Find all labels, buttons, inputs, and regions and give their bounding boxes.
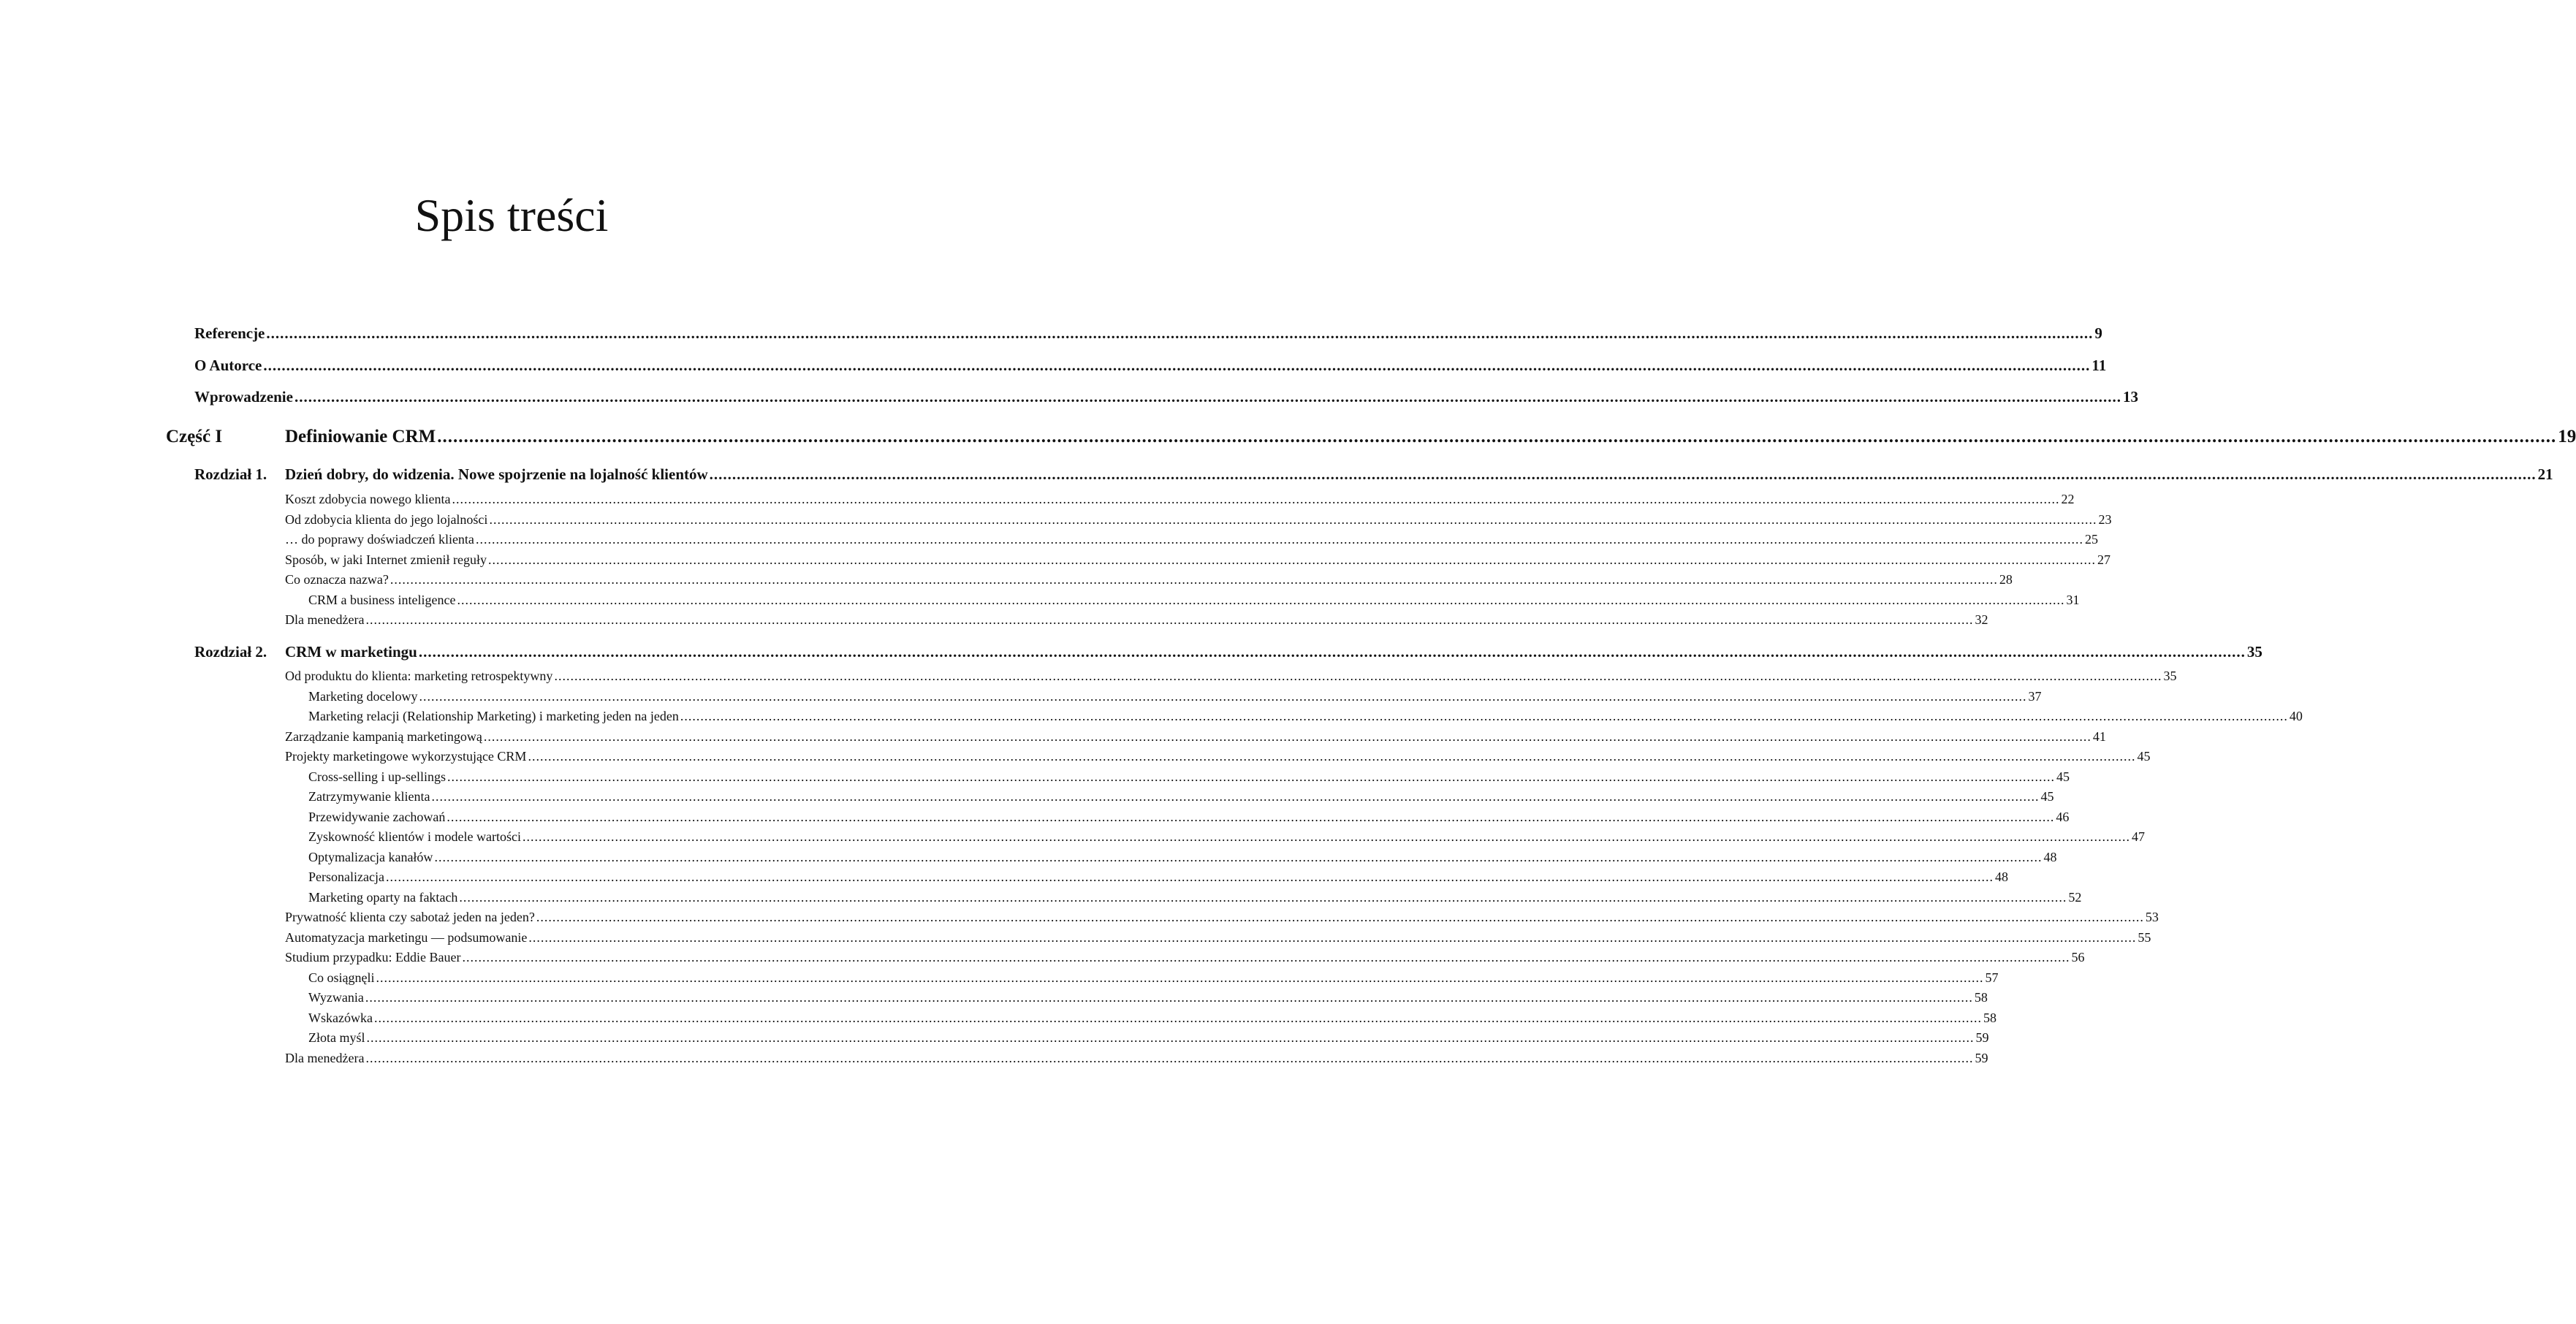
section-entry-page-number: 31: [2066, 593, 2080, 607]
dot-leader: ................................................................................................................................................................................................................................................................................................................................................................................................................: [390, 572, 1998, 587]
section-entry[interactable]: [285, 950, 2085, 965]
dot-leader: ................................................................................................................................................................................................................................................................................................................................................................................................................: [536, 910, 2144, 924]
section-entry-page-number: 58: [1974, 990, 1988, 1005]
front-matter-entry-title: O Autorce: [194, 357, 262, 374]
section-entry-title: Dla menedżera: [285, 612, 365, 627]
section-entry[interactable]: [308, 709, 2303, 724]
chapter-entry-title: Dzień dobry, do widzenia. Nowe spojrzenie na lojalność klientów: [285, 465, 708, 483]
section-entry-title: Zatrzymywanie klienta: [308, 789, 430, 804]
dot-leader: ................................................................................................................................................................................................................................................................................................................................................................................................................: [554, 669, 2162, 683]
section-entry[interactable]: [308, 890, 2082, 905]
dot-leader: ................................................................................................................................................................................................................................................................................................................................................................................................................: [366, 1030, 1975, 1045]
section-entry[interactable]: [285, 612, 1988, 628]
dot-leader: ................................................................................................................................................................................................................................................................................................................................................................................................................: [365, 1051, 1974, 1065]
section-entry[interactable]: [285, 512, 2112, 528]
section-entry-title: Dla menedżera: [285, 1051, 365, 1065]
front-matter-entry-page-number: 11: [2091, 357, 2107, 374]
dot-leader: ................................................................................................................................................................................................................................................................................................................................................................................................................: [459, 890, 2067, 905]
section-entry-title: Projekty marketingowe wykorzystujące CRM: [285, 749, 527, 764]
front-matter-entry[interactable]: [194, 357, 2107, 375]
section-entry[interactable]: [285, 910, 2159, 925]
section-entry-page-number: 46: [2056, 810, 2070, 824]
section-entry-page-number: 25: [2084, 532, 2098, 547]
chapter-number: Rozdział 2.: [194, 643, 267, 661]
section-entry-title: Zarządzanie kampanią marketingową: [285, 729, 482, 744]
chapter-entry-page-number: 35: [2246, 643, 2262, 661]
section-entry-page-number: 59: [1975, 1030, 1989, 1045]
dot-leader: ................................................................................................................................................................................................................................................................................................................................................................................................................: [489, 512, 2097, 527]
section-entry[interactable]: [308, 810, 2070, 825]
dot-leader: ................................................................................................................................................................................................................................................................................................................................................................................................................: [487, 552, 2096, 567]
section-entry-page-number: 41: [2092, 729, 2106, 744]
dot-leader: ................................................................................................................................................................................................................................................................................................................................................................................................................: [462, 950, 2070, 965]
section-entry-page-number: 52: [2068, 890, 2082, 905]
section-entry-page-number: 23: [2098, 512, 2112, 527]
section-entry[interactable]: [285, 749, 2151, 764]
section-entry-page-number: 35: [2163, 669, 2177, 683]
section-entry-title: Złota myśl: [308, 1030, 365, 1045]
dot-leader: ................................................................................................................................................................................................................................................................................................................................................................................................................: [418, 643, 2246, 661]
section-entry-title: Marketing relacji (Relationship Marketing) i marketing jeden na jeden: [308, 709, 679, 723]
section-entry-page-number: 56: [2071, 950, 2085, 965]
section-entry-title: Zyskowność klientów i modele wartości: [308, 829, 521, 844]
section-entry-title: Studium przypadku: Eddie Bauer: [285, 950, 461, 965]
chapter-entry[interactable]: [285, 643, 2262, 661]
section-entry[interactable]: [285, 552, 2110, 568]
section-entry-title: Koszt zdobycia nowego klienta: [285, 492, 451, 506]
section-entry-page-number: 27: [2097, 552, 2110, 567]
dot-leader: ................................................................................................................................................................................................................................................................................................................................................................................................................: [528, 749, 2136, 764]
dot-leader: ................................................................................................................................................................................................................................................................................................................................................................................................................: [483, 729, 2091, 744]
section-entry-title: Marketing oparty na faktach: [308, 890, 458, 905]
section-entry-page-number: 48: [1994, 870, 2008, 884]
section-entry[interactable]: [308, 689, 2042, 704]
part-entry-page-number: 19: [2558, 427, 2576, 446]
section-entry-title: Personalizacja: [308, 870, 384, 884]
front-matter-entry[interactable]: [194, 324, 2102, 343]
section-entry-page-number: 55: [2138, 930, 2151, 945]
dot-leader: ................................................................................................................................................................................................................................................................................................................................................................................................................: [431, 789, 2040, 804]
section-entry-page-number: 37: [2028, 689, 2042, 704]
section-entry-page-number: 28: [1999, 572, 2013, 587]
front-matter-entry-page-number: 13: [2122, 388, 2138, 406]
dot-leader: ................................................................................................................................................................................................................................................................................................................................................................................................................: [373, 1011, 1982, 1025]
dot-leader: ................................................................................................................................................................................................................................................................................................................................................................................................................: [447, 769, 2055, 784]
dot-leader: ................................................................................................................................................................................................................................................................................................................................................................................................................: [522, 829, 2130, 844]
section-entry[interactable]: [308, 829, 2145, 845]
section-entry-page-number: 58: [1983, 1011, 1996, 1025]
section-entry-page-number: 22: [2061, 492, 2075, 506]
section-entry-title: … do poprawy doświadczeń klienta: [285, 532, 474, 547]
dot-leader: ................................................................................................................................................................................................................................................................................................................................................................................................................: [263, 357, 2091, 374]
section-entry-page-number: 57: [1985, 970, 1999, 985]
section-entry[interactable]: [285, 930, 2151, 946]
section-entry[interactable]: [285, 492, 2075, 507]
section-entry-title: Optymalizacja kanałów: [308, 850, 433, 864]
section-entry-title: Co osiągnęli: [308, 970, 375, 985]
section-entry[interactable]: [308, 593, 2080, 608]
section-entry-title: Od produktu do klienta: marketing retrospektywny: [285, 669, 553, 683]
section-entry-page-number: 32: [1975, 612, 1988, 627]
section-entry-title: CRM a business inteligence: [308, 593, 456, 607]
section-entry-title: Prywatność klienta czy sabotaż jeden na jeden?: [285, 910, 535, 924]
part-entry-title: Definiowanie CRM: [285, 427, 436, 446]
section-entry[interactable]: [285, 729, 2106, 745]
section-entry-title: Przewidywanie zachowań: [308, 810, 446, 824]
section-entry[interactable]: [285, 669, 2177, 684]
section-entry[interactable]: [308, 990, 1988, 1005]
section-entry-title: Wskazówka: [308, 1011, 373, 1025]
dot-leader: ................................................................................................................................................................................................................................................................................................................................................................................................................: [709, 465, 2537, 483]
dot-leader: ................................................................................................................................................................................................................................................................................................................................................................................................................: [680, 709, 2288, 723]
section-entry-title: Sposób, w jaki Internet zmienił reguły: [285, 552, 487, 567]
dot-leader: ................................................................................................................................................................................................................................................................................................................................................................................................................: [376, 970, 1984, 985]
section-entry[interactable]: [285, 572, 2013, 587]
front-matter-entry-page-number: 9: [2094, 324, 2102, 342]
dot-leader: ................................................................................................................................................................................................................................................................................................................................................................................................................: [452, 492, 2060, 506]
dot-leader: ................................................................................................................................................................................................................................................................................................................................................................................................................: [447, 810, 2055, 824]
section-entry-title: Co oznacza nazwa?: [285, 572, 389, 587]
section-entry-title: Cross-selling i up-sellings: [308, 769, 446, 784]
dot-leader: ................................................................................................................................................................................................................................................................................................................................................................................................................: [434, 850, 2043, 864]
page-title: Spis treści: [414, 189, 609, 241]
section-entry[interactable]: [308, 769, 2070, 785]
part-number: Część I: [166, 427, 223, 446]
section-entry-page-number: 47: [2131, 829, 2145, 844]
section-entry[interactable]: [308, 1011, 1996, 1026]
part-entry[interactable]: [285, 427, 2576, 447]
dot-leader: ................................................................................................................................................................................................................................................................................................................................................................................................................: [294, 388, 2121, 406]
dot-leader: ................................................................................................................................................................................................................................................................................................................................................................................................................: [365, 612, 1974, 627]
dot-leader: ................................................................................................................................................................................................................................................................................................................................................................................................................: [266, 324, 2094, 342]
section-entry-page-number: 45: [2040, 789, 2054, 804]
section-entry[interactable]: [308, 870, 2008, 885]
section-entry[interactable]: [308, 850, 2057, 865]
front-matter-entry-title: Referencje: [194, 324, 265, 342]
section-entry-title: Wyzwania: [308, 990, 364, 1005]
dot-leader: ................................................................................................................................................................................................................................................................................................................................................................................................................: [475, 532, 2083, 547]
dot-leader: ................................................................................................................................................................................................................................................................................................................................................................................................................: [365, 990, 1973, 1005]
section-entry-page-number: 45: [2056, 769, 2070, 784]
section-entry-title: Od zdobycia klienta do jego lojalności: [285, 512, 488, 527]
section-entry-page-number: 48: [2043, 850, 2057, 864]
dot-leader: ................................................................................................................................................................................................................................................................................................................................................................................................................: [419, 689, 2027, 704]
section-entry-title: Marketing docelowy: [308, 689, 418, 704]
section-entry-page-number: 45: [2137, 749, 2151, 764]
section-entry-title: Automatyzacja marketingu — podsumowanie: [285, 930, 528, 945]
dot-leader: ................................................................................................................................................................................................................................................................................................................................................................................................................: [437, 427, 2557, 446]
front-matter-entry-title: Wprowadzenie: [194, 388, 293, 406]
dot-leader: ................................................................................................................................................................................................................................................................................................................................................................................................................: [457, 593, 2065, 607]
chapter-entry-page-number: 21: [2537, 465, 2553, 483]
dot-leader: ................................................................................................................................................................................................................................................................................................................................................................................................................: [528, 930, 2137, 945]
dot-leader: ................................................................................................................................................................................................................................................................................................................................................................................................................: [385, 870, 1994, 884]
front-matter-entry[interactable]: [194, 388, 2138, 406]
section-entry[interactable]: [308, 789, 2054, 804]
section-entry[interactable]: [308, 1030, 1989, 1046]
section-entry[interactable]: [308, 970, 1999, 986]
section-entry-page-number: 40: [2289, 709, 2303, 723]
chapter-entry-title: CRM w marketingu: [285, 643, 417, 661]
section-entry-page-number: 53: [2145, 910, 2159, 924]
chapter-entry[interactable]: [285, 465, 2553, 484]
section-entry-page-number: 59: [1975, 1051, 1988, 1065]
chapter-number: Rozdział 1.: [194, 465, 267, 483]
section-entry[interactable]: [285, 1051, 1988, 1066]
section-entry[interactable]: [285, 532, 2098, 547]
